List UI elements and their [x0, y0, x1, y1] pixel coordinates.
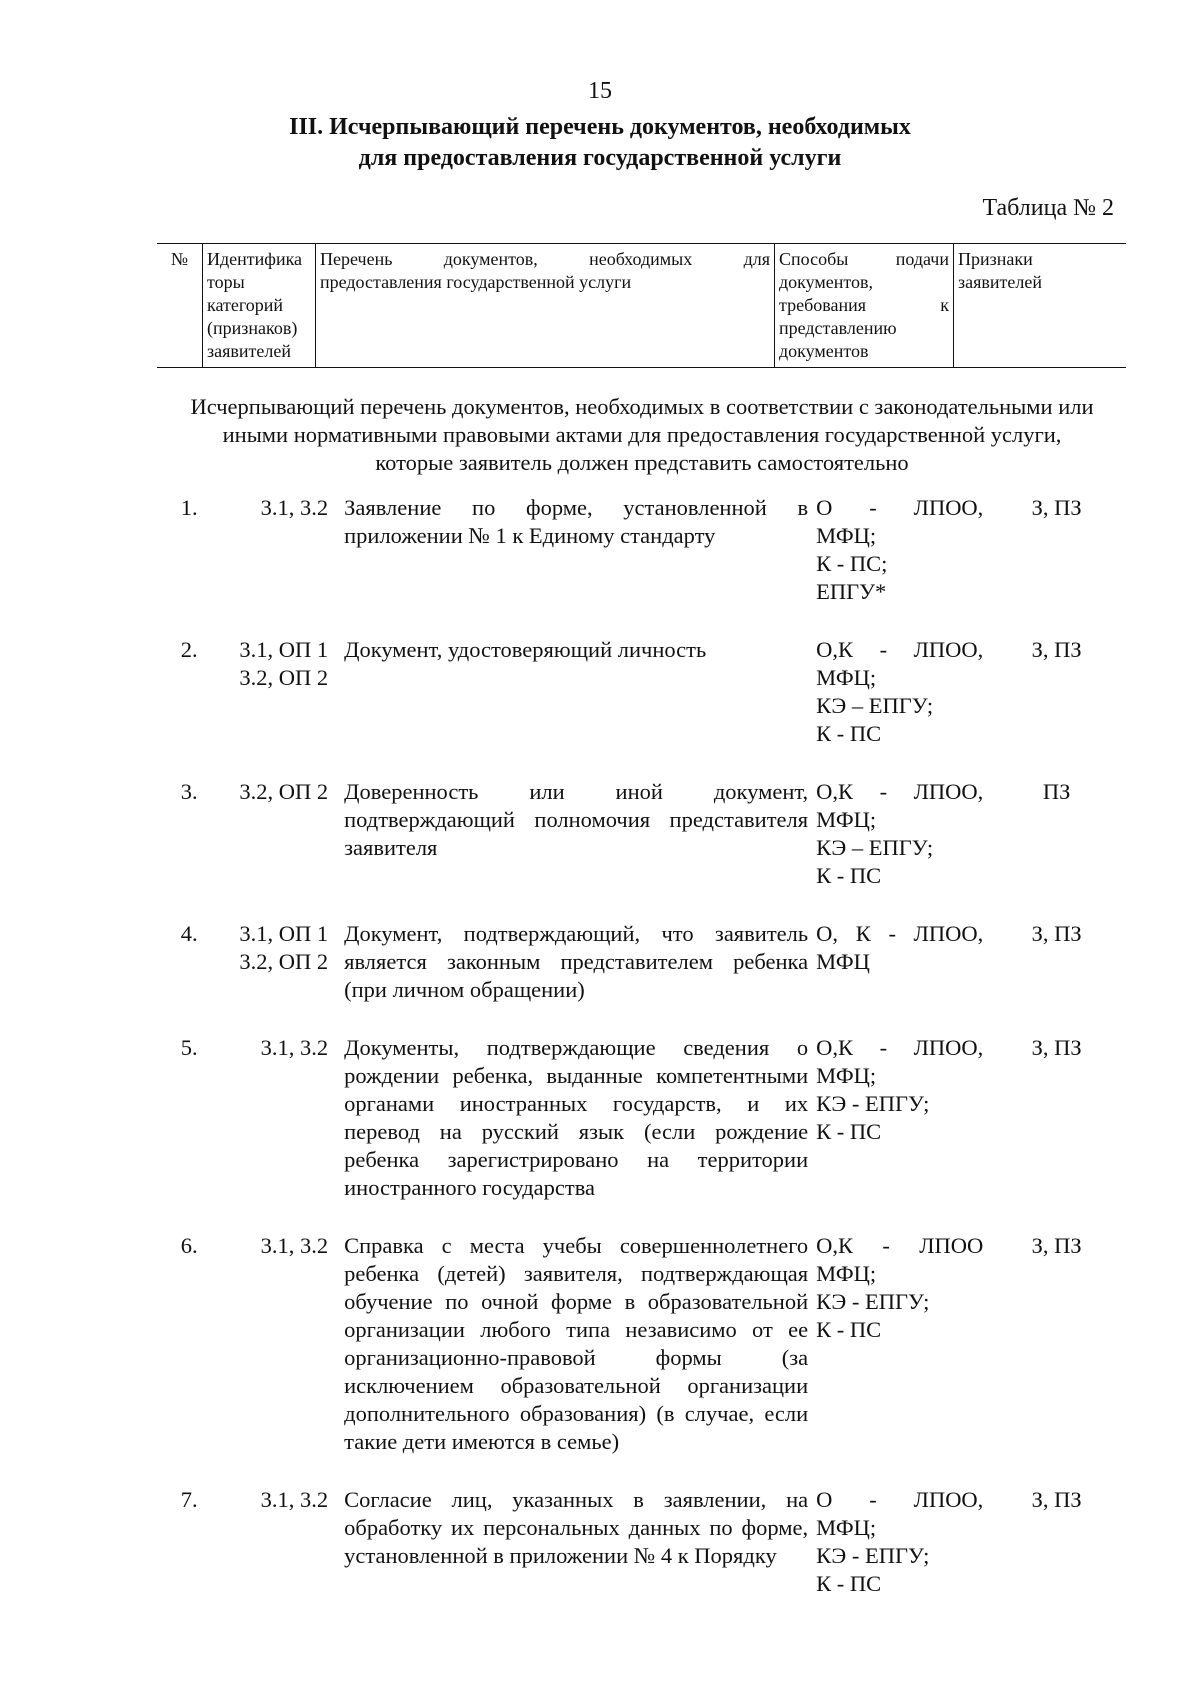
row-identifiers — [221, 494, 340, 606]
row-identifiers — [221, 1486, 340, 1598]
row-method: О,К - ЛПОО, — [816, 637, 984, 662]
table-row — [157, 778, 1126, 890]
row-method: МФЦ; — [816, 1261, 877, 1286]
row-methods — [812, 636, 987, 748]
row-identifier: 3.1, 3.2 — [260, 1487, 329, 1512]
row-methods — [812, 1486, 987, 1598]
row-identifier: 3.2, ОП 2 — [239, 949, 329, 974]
row-method: МФЦ — [816, 949, 870, 974]
header-identifiers-line: заявителей — [207, 341, 291, 361]
table-row — [157, 1034, 1126, 1202]
table-header — [157, 243, 1126, 368]
row-identifier: 3.1, ОП 1 — [239, 637, 329, 662]
row-document: Согласие лиц, указанных в заявлении, на обработку их персональных данных по форме, установленной в приложении № 4 к Порядку — [344, 1487, 809, 1568]
row-document: Документ, удостоверяющий личность — [344, 637, 707, 662]
table-row — [157, 1232, 1126, 1456]
row-identifiers — [221, 636, 340, 748]
row-signs: З, ПЗ — [1031, 1487, 1082, 1512]
documents-table — [157, 494, 1126, 1598]
page-number: 15 — [588, 78, 612, 104]
row-identifiers — [221, 1034, 340, 1202]
row-method: КЭ - ЕПГУ; — [816, 1543, 930, 1568]
row-method: О,К - ЛПОО — [816, 1233, 984, 1258]
row-document: Документ, подтверждающий, что заявитель является законным представителем ребенка (при личном обращении) — [344, 921, 809, 1002]
row-method: К - ПС — [816, 1119, 882, 1144]
section-title-line: III. Исчерпывающий перечень документов, необходимых — [289, 114, 911, 140]
row-method: О,К - ЛПОО, — [816, 779, 984, 804]
header-methods-line: документов, — [779, 272, 874, 292]
header-documents-line: Перечень документов, необходимых для — [320, 249, 770, 269]
row-identifier: 3.1, 3.2 — [260, 1035, 329, 1060]
header-signs-line: заявителей — [958, 272, 1042, 292]
row-method: О - ЛПОО, — [816, 495, 984, 520]
table-row — [157, 920, 1126, 1004]
header-methods-line: Способы подачи — [779, 249, 949, 269]
row-number: 7. — [180, 1487, 198, 1512]
row-number: 1. — [180, 495, 198, 520]
row-document: Заявление по форме, установленной в приложении № 1 к Единому стандарту — [344, 495, 809, 548]
header-documents — [316, 244, 775, 368]
row-signs: ПЗ — [1042, 779, 1071, 804]
row-identifiers — [221, 1232, 340, 1456]
row-number: 3. — [180, 779, 198, 804]
header-identifiers-line: (признаков) — [207, 318, 298, 338]
header-signs-line: Признаки — [958, 249, 1033, 269]
row-identifier: 3.2, ОП 2 — [239, 665, 329, 690]
header-num: № — [157, 244, 203, 368]
row-method: МФЦ; — [816, 807, 877, 832]
row-method: ЕПГУ* — [816, 579, 887, 604]
row-method: МФЦ; — [816, 1063, 877, 1088]
row-method: К - ПС; — [816, 551, 888, 576]
row-identifier: 3.2, ОП 2 — [239, 779, 329, 804]
row-number: 5. — [180, 1035, 198, 1060]
row-method: О, К - ЛПОО, — [816, 921, 984, 946]
subheading-line: которые заявитель должен представить самостоятельно — [375, 450, 909, 475]
row-signs: З, ПЗ — [1031, 637, 1082, 662]
row-method: О,К - ЛПОО, — [816, 1035, 984, 1060]
row-method: КЭ - ЕПГУ; — [816, 1289, 930, 1314]
row-method: КЭ – ЕПГУ; — [816, 835, 934, 860]
header-documents-line: предоставления государственной услуги — [320, 272, 632, 292]
row-method: КЭ – ЕПГУ; — [816, 693, 934, 718]
row-signs: З, ПЗ — [1031, 1233, 1082, 1258]
subheading-line: Исчерпывающий перечень документов, необходимых в соответствии с законодательными или — [190, 394, 1094, 419]
row-method: МФЦ; — [816, 1515, 877, 1540]
row-method: КЭ - ЕПГУ; — [816, 1091, 930, 1116]
row-methods — [812, 494, 987, 606]
header-methods — [775, 244, 954, 368]
header-identifiers-line: торы — [207, 272, 245, 292]
header-identifiers — [203, 244, 316, 368]
header-methods-line: требования к — [779, 295, 949, 315]
row-identifiers — [221, 778, 340, 890]
row-method: О - ЛПОО, — [816, 1487, 984, 1512]
row-method: К - ПС — [816, 863, 882, 888]
row-methods — [812, 1232, 987, 1456]
row-methods — [812, 778, 987, 890]
row-number: 2. — [180, 637, 198, 662]
table-row — [157, 636, 1126, 748]
row-number: 4. — [180, 921, 198, 946]
row-methods — [812, 920, 987, 1004]
row-methods — [812, 1034, 987, 1202]
row-document: Документы, подтверждающие сведения о рождении ребенка, выданные компетентными органами иностранных государств, и их перевод на русский язык (если рождение ребенка зарегистрировано на территории иностранного государства — [344, 1035, 809, 1200]
subheading-line: иными нормативными правовыми актами для предоставления государственной услуги, — [222, 422, 1062, 447]
header-signs — [954, 244, 1127, 368]
table-row — [157, 1486, 1126, 1598]
row-identifier: 3.1, 3.2 — [260, 1233, 329, 1258]
row-document: Доверенность или иной документ, подтверждающий полномочия представителя заявителя — [344, 779, 809, 860]
header-methods-line: представлению — [779, 318, 897, 338]
row-identifier: 3.1, ОП 1 — [239, 921, 329, 946]
row-method: МФЦ; — [816, 523, 877, 548]
header-identifiers-line: Идентифика — [207, 249, 303, 269]
row-identifier: 3.1, 3.2 — [260, 495, 329, 520]
subheading — [150, 393, 1134, 477]
row-method: К - ПС — [816, 1317, 882, 1342]
row-signs: З, ПЗ — [1031, 495, 1082, 520]
table-row — [157, 494, 1126, 606]
header-methods-line: документов — [779, 341, 869, 361]
row-method: К - ПС — [816, 1571, 882, 1596]
header-identifiers-line: категорий — [207, 295, 284, 315]
row-number: 6. — [180, 1233, 198, 1258]
section-title — [0, 112, 1200, 174]
row-signs: З, ПЗ — [1031, 1035, 1082, 1060]
row-method: МФЦ; — [816, 665, 877, 690]
section-title-line: для предоставления государственной услуги — [358, 145, 842, 171]
row-method: К - ПС — [816, 721, 882, 746]
table-label: Таблица № 2 — [982, 195, 1114, 221]
row-identifiers — [221, 920, 340, 1004]
row-signs: З, ПЗ — [1031, 921, 1082, 946]
row-document: Справка с места учебы совершеннолетнего ребенка (детей) заявителя, подтверждающая обучение по очной форме в образовательной организации любого типа независимо от ее организационно-правовой формы (за исключением образовательной организации дополнительного образования) (в случае, если такие дети имеются в семье) — [344, 1233, 809, 1454]
